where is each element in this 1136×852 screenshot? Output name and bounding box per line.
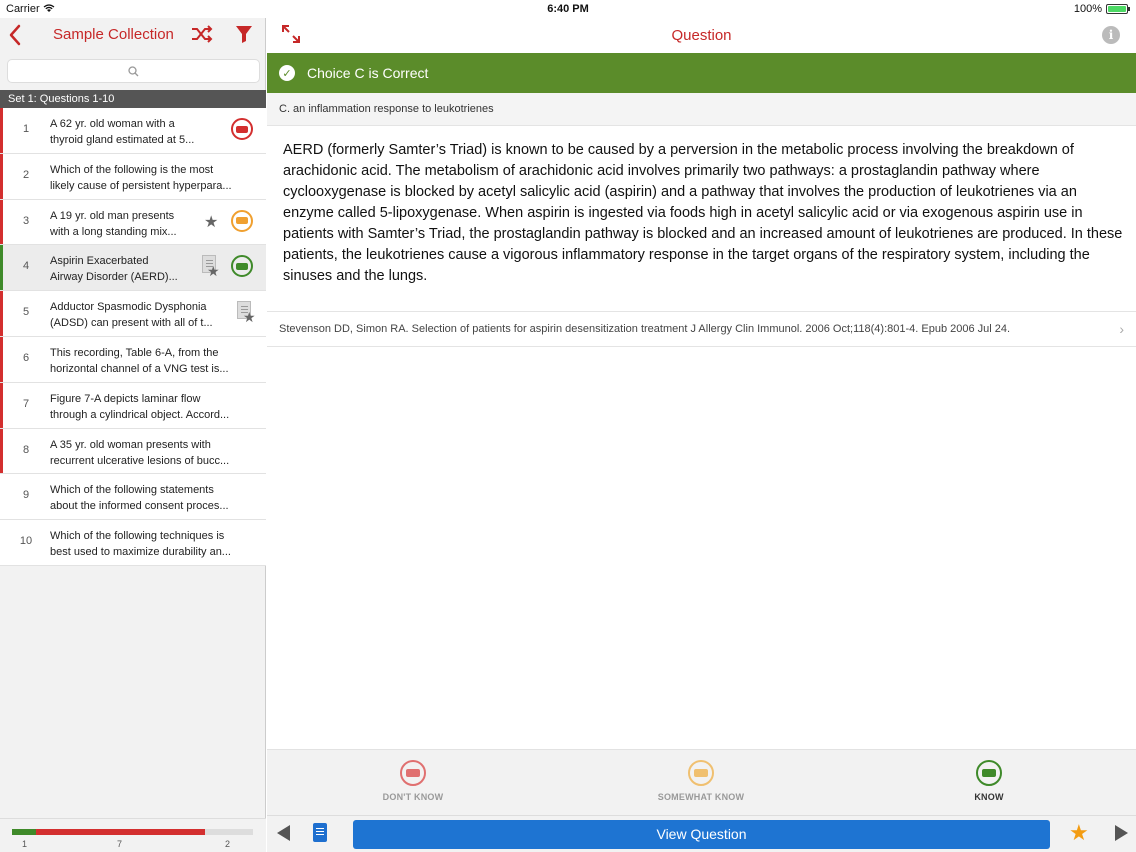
battery-percent: 100%: [1073, 3, 1102, 15]
question-row-3[interactable]: [0, 200, 266, 246]
previous-question-button[interactable]: [277, 825, 290, 841]
preview-line-1: Aspirin Exacerbated: [50, 255, 149, 268]
question-number: 8: [22, 443, 30, 456]
correct-answer: C. an inflammation response to leukotrienes: [267, 93, 1136, 126]
dont-know-button[interactable]: [353, 760, 473, 802]
info-icon: i: [1108, 28, 1114, 42]
know-button[interactable]: [929, 760, 1049, 802]
preview-line-2: about the informed consent proces...: [50, 500, 229, 513]
preview-line-1: A 62 yr. old woman with a: [50, 118, 175, 130]
left-nav-bar: [0, 18, 265, 52]
preview-line-2: horizontal channel of a VNG test is...: [50, 362, 229, 375]
progress-know-segment: [12, 829, 36, 835]
preview-line-2: with a long standing mix...: [50, 225, 177, 238]
status-bar-indicator: [0, 337, 3, 382]
question-number: 1: [22, 123, 30, 135]
back-button[interactable]: [4, 22, 26, 48]
preview-line-1: Which of the following techniques is: [50, 530, 225, 543]
search-icon: [128, 66, 139, 77]
question-row-10[interactable]: [0, 520, 266, 566]
question-number: 2: [22, 168, 30, 181]
right-nav-bar: [267, 18, 1136, 53]
question-preview: [50, 437, 252, 469]
progress-bar: [12, 829, 253, 835]
star-icon: ★: [243, 309, 256, 326]
filter-icon: [235, 24, 253, 44]
status-bar-indicator: [0, 108, 3, 153]
question-preview: [50, 208, 196, 240]
knowledge-rating-bar: [267, 749, 1136, 815]
shuffle-button[interactable]: [191, 24, 215, 46]
status-bar-indicator: [0, 429, 3, 474]
status-bar: [0, 0, 1136, 18]
somewhat-know-tag-icon: [688, 760, 714, 786]
favorite-star-button[interactable]: ★: [1069, 820, 1089, 845]
star-icon: ★: [207, 263, 220, 280]
preview-line-2: thyroid gland estimated at 5...: [50, 134, 195, 146]
preview-line-1: Which of the following statements: [50, 484, 214, 497]
status-bar-indicator: [0, 245, 3, 290]
progress-unanswered-segment: [205, 829, 253, 835]
notes-button[interactable]: [313, 823, 327, 842]
status-bar-indicator: [0, 154, 3, 199]
question-preview: [50, 253, 196, 285]
question-preview: [50, 345, 252, 377]
question-number: 10: [19, 535, 33, 548]
preview-line-2: through a cylindrical object. Accord...: [50, 408, 230, 421]
preview-line-1: Which of the following is the most: [50, 163, 214, 176]
question-row-6[interactable]: [0, 337, 266, 383]
shuffle-icon: [191, 24, 213, 44]
preview-line-1: Adductor Spasmodic Dysphonia: [50, 301, 207, 314]
preview-line-1: A 19 yr. old man presents: [50, 209, 175, 222]
search-input[interactable]: [7, 59, 260, 83]
dont-know-tag-icon: [231, 118, 253, 140]
question-number: 4: [22, 260, 30, 273]
preview-line-2: recurrent ulcerative lesions of bucc...: [50, 454, 230, 467]
info-button[interactable]: [1102, 26, 1120, 44]
question-row-9[interactable]: [0, 474, 266, 520]
reference-row[interactable]: [267, 311, 1136, 347]
carrier-text: Carrier: [6, 3, 40, 15]
result-text: Choice C is Correct: [307, 65, 429, 81]
question-row-7[interactable]: [0, 383, 266, 429]
question-number: 6: [22, 351, 30, 364]
question-row-8[interactable]: [0, 429, 266, 475]
clock: 6:40 PM: [547, 3, 589, 15]
dont-know-label: DON'T KNOW: [382, 792, 444, 802]
question-row-1[interactable]: [0, 108, 266, 154]
question-preview: [50, 482, 252, 514]
unanswered-count: 2: [225, 839, 231, 849]
know-count: 1: [22, 839, 28, 849]
question-number: 5: [22, 306, 30, 319]
collection-title: Sample Collection: [53, 26, 174, 43]
battery-icon: [1106, 4, 1128, 14]
question-number: 9: [22, 489, 30, 502]
reference-text: Stevenson DD, Simon RA. Selection of patients for aspirin desensitization treatment J Allergy Clin Immunol. 2006 Oct;118(4):801-4. Epub 2006 Jul 24.: [279, 323, 1011, 335]
next-question-button[interactable]: [1115, 825, 1128, 841]
preview-line-1: This recording, Table 6-A, from the: [50, 346, 219, 359]
question-row-2[interactable]: [0, 154, 266, 200]
result-banner: [267, 53, 1136, 93]
dont-know-tag-icon: [400, 760, 426, 786]
preview-line-1: Figure 7-A depicts laminar flow: [50, 392, 201, 405]
star-icon: ★: [204, 213, 219, 231]
set-header: Set 1: Questions 1-10: [0, 90, 266, 108]
question-number: 3: [22, 214, 30, 227]
know-tag-icon: [231, 255, 253, 277]
view-question-button[interactable]: View Question: [353, 820, 1050, 849]
question-preview: [50, 162, 252, 194]
know-tag-icon: [976, 760, 1002, 786]
battery-status: [1074, 3, 1128, 15]
filter-button[interactable]: [235, 24, 255, 46]
question-preview: [50, 299, 230, 331]
somewhat-know-label: SOMEWHAT KNOW: [657, 792, 745, 802]
status-bar-indicator: [0, 291, 3, 336]
preview-line-1: A 35 yr. old woman presents with: [50, 438, 211, 451]
question-number: 7: [22, 397, 30, 410]
question-preview: [50, 116, 200, 148]
dont-know-count: 7: [117, 839, 123, 849]
status-bar-indicator: [0, 200, 3, 245]
question-preview: [50, 391, 252, 423]
preview-line-2: likely cause of persistent hyperpara...: [50, 179, 232, 192]
question-row-5[interactable]: [0, 291, 266, 337]
search-area: [0, 52, 266, 90]
somewhat-know-tag-icon: [231, 210, 253, 232]
preview-line-2: Airway Disorder (AERD)...: [50, 271, 178, 284]
question-preview: [50, 528, 252, 560]
question-list: [0, 108, 266, 566]
question-list-panel: [0, 18, 266, 852]
somewhat-know-button[interactable]: [641, 760, 761, 802]
question-detail-panel: [267, 18, 1136, 852]
preview-line-2: best used to maximize durability an...: [50, 546, 231, 559]
chevron-left-icon: [8, 24, 22, 46]
status-bar-indicator: [0, 383, 3, 428]
preview-line-2: (ADSD) can present with all of t...: [50, 317, 213, 330]
page-title: Question: [671, 27, 732, 44]
chevron-right-icon: ›: [1119, 321, 1124, 337]
question-row-4[interactable]: [0, 245, 266, 291]
bottom-toolbar: [267, 815, 1136, 852]
checkmark-icon: ✓: [279, 65, 295, 81]
set-progress: [0, 818, 266, 852]
know-label: KNOW: [974, 792, 1004, 802]
explanation-text: AERD (formerly Samter’s Triad) is known to be caused by a perversion in the metabolic process involving the breakdown of arachidonic acid. The metabolism of arachidonic acid involves primarily two pathways: a prostaglandin pathway where cyclooxygenase is blocked by acetyl salicylic acid (aspirin) and a pathway that involves the production of leukotrienes via an enzyme called 5-lipoxygenase. When aspirin is ingested via foods high in acetyl salicylic acid or via exogenous aspirin use in patients with Samter’s Triad, the prostaglandin pathway is blocked and an increased amount of leukotrienes are produced. In these patients, the leukotrienes cause a vigorous inflammatory response in the target organs of the respiratory system, including the sinuses and the lungs.: [283, 142, 1123, 284]
progress-dont-know-segment: [36, 829, 205, 835]
